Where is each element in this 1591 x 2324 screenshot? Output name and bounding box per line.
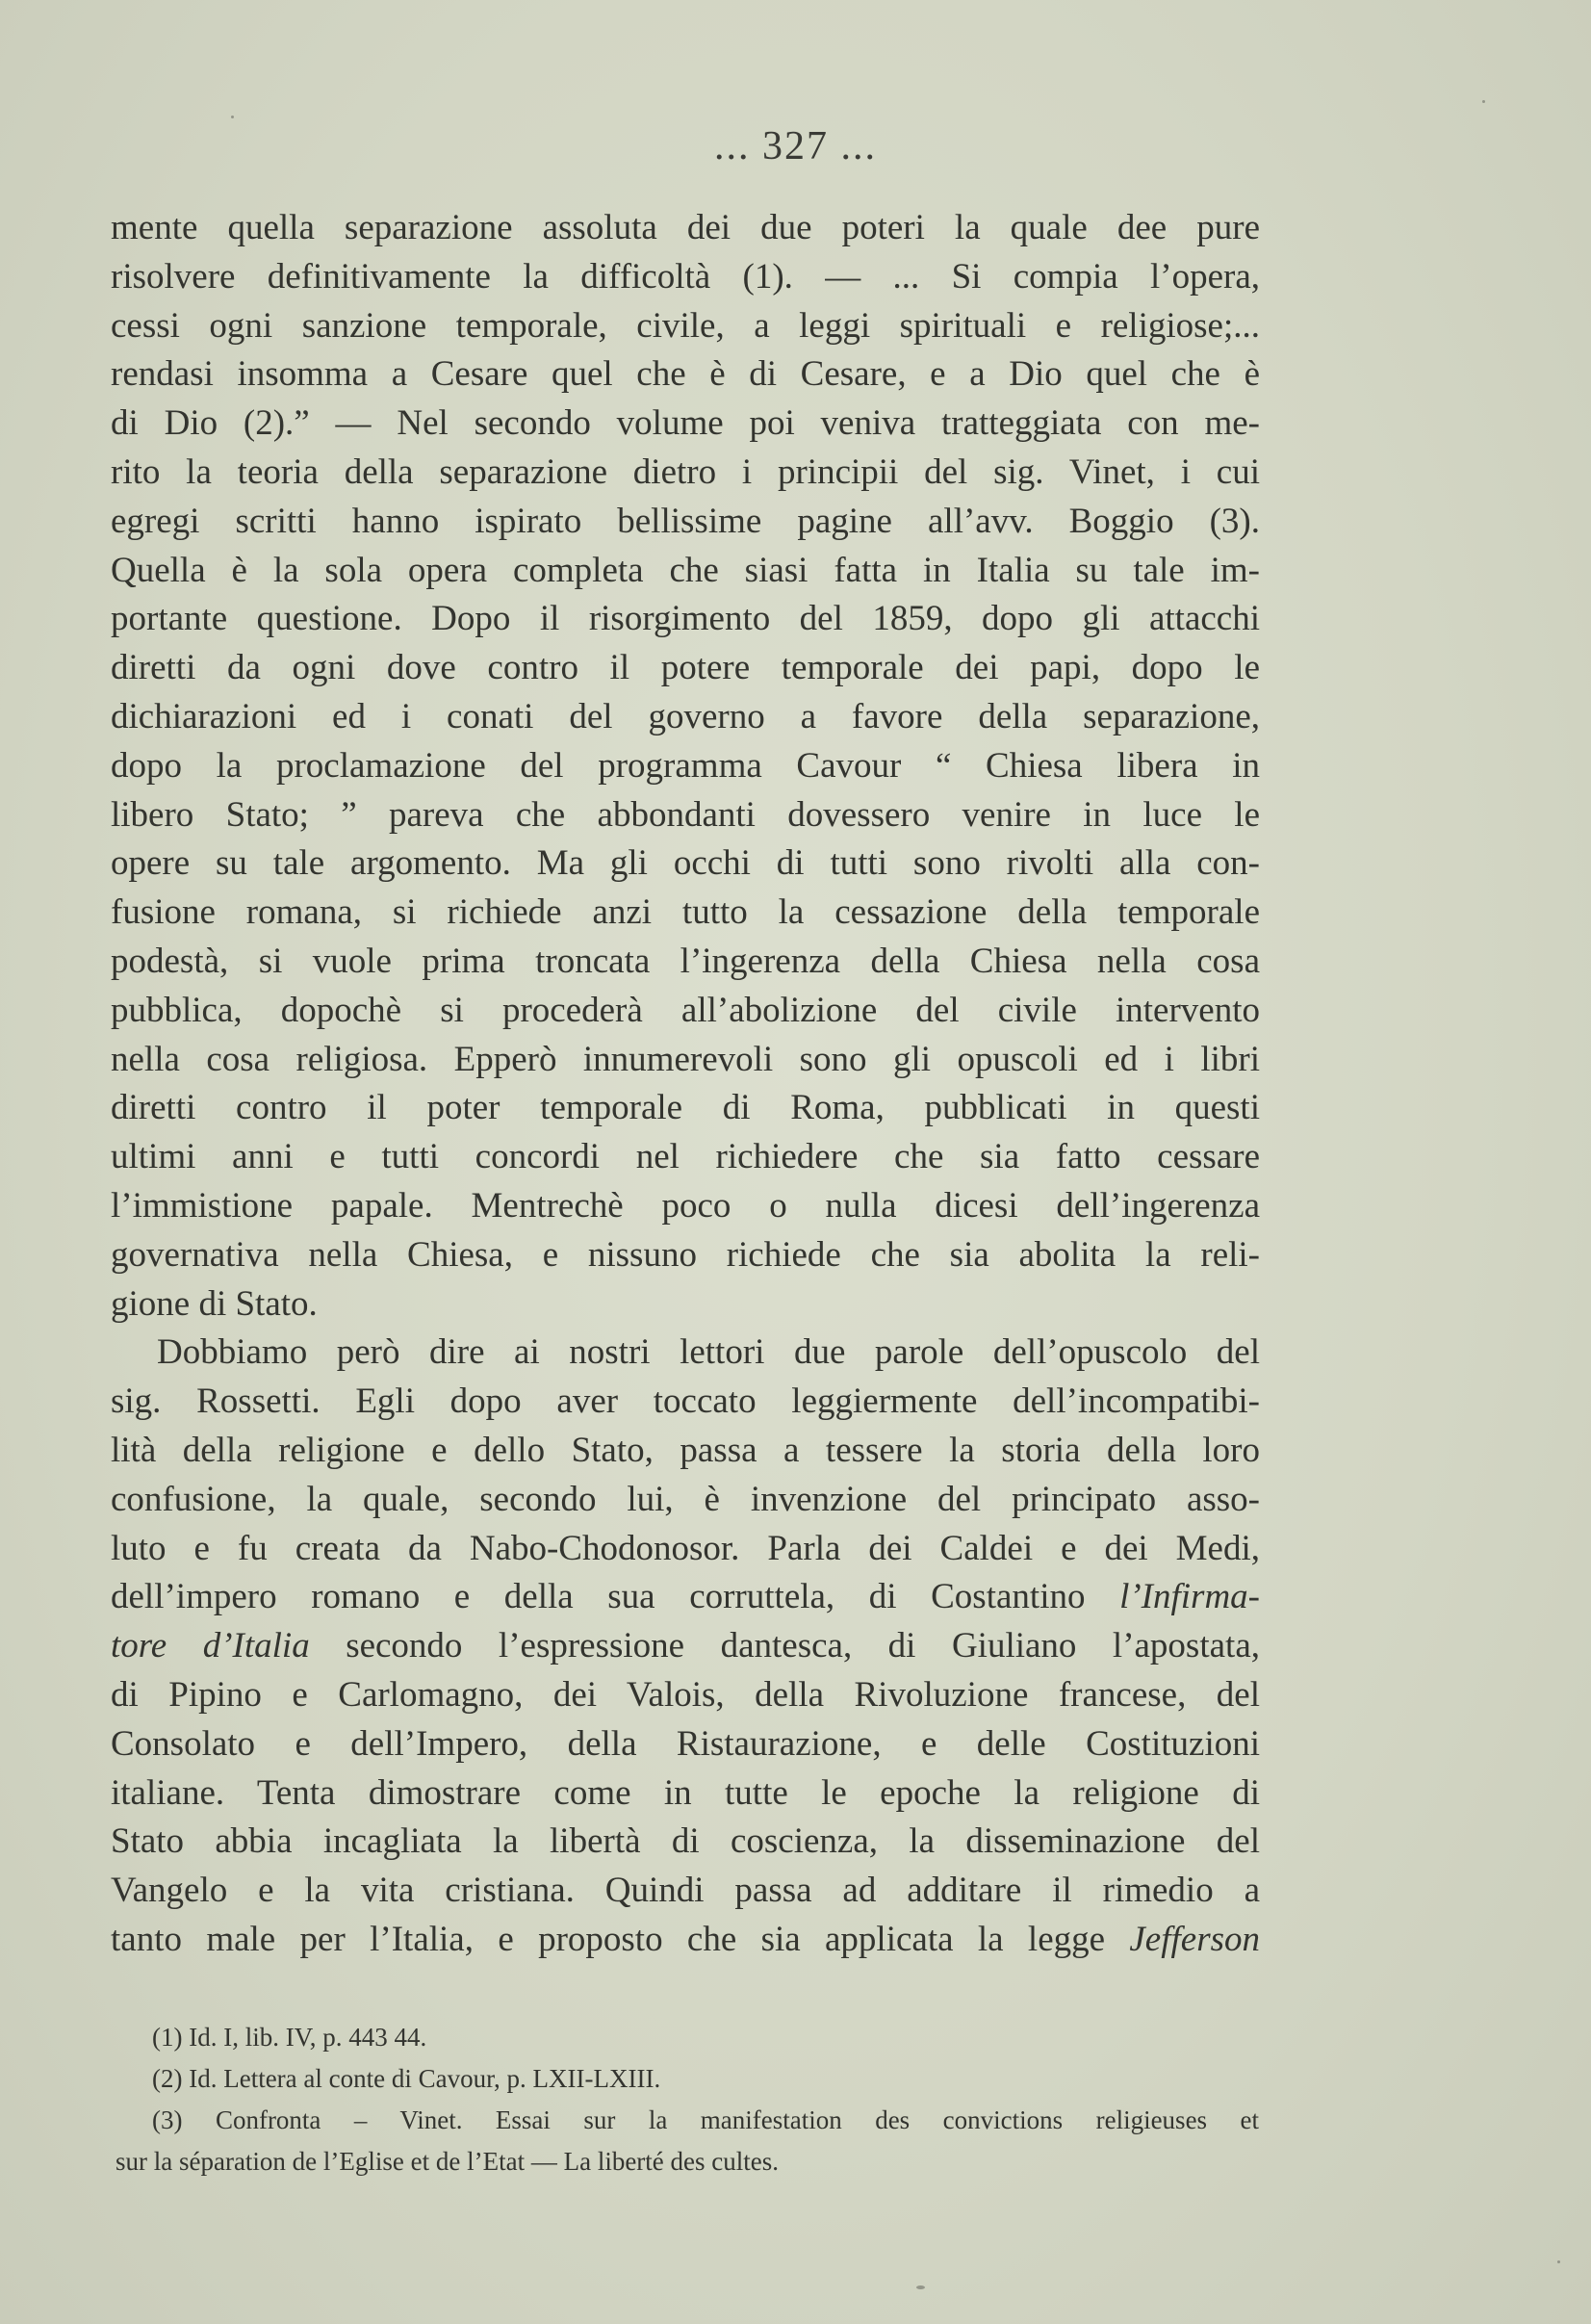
text-segment: secondo l’espressione dantesca, di Giuliano l’apostata, [309, 1626, 1260, 1666]
footnotes [115, 2017, 1259, 2182]
text-line: libero Stato; ” pareva che abbondanti dovessero venire in luce le [111, 794, 1260, 835]
paper-speck [1557, 2260, 1560, 2263]
text-line-with-italic [111, 1916, 1260, 1965]
page-number: ... 327 ... [714, 124, 877, 168]
text-line: sig. Rossetti. Egli dopo aver toccato leggiermente dell’incompatibi- [111, 1381, 1260, 1422]
italic-segment: l’Infirma- [1119, 1577, 1260, 1617]
text-line: lità della religione e dello Stato, passa a tessere la storia della loro [111, 1430, 1260, 1470]
text-line: cessi ogni sanzione temporale, civile, a leggi spirituali e religiose;... [111, 305, 1260, 346]
text-line: Consolato e dell’Impero, della Ristaurazione, e delle Costituzioni [111, 1723, 1260, 1764]
text-line: podestà, si vuole prima troncata l’ingerenza della Chiesa nella cosa [111, 941, 1260, 981]
text-line: Quella è la sola opera completa che siasi fatta in Italia su tale im- [111, 550, 1260, 590]
text-line: diretti da ogni dove contro il potere temporale dei papi, dopo le [111, 648, 1260, 688]
paragraph-last-line: gione di Stato. [111, 1283, 318, 1324]
text-line: Vangelo e la vita cristiana. Quindi passa ad additare il rimedio a [111, 1871, 1260, 1911]
italic-segment: tore d’Italia [111, 1626, 310, 1666]
footnote-1: (1) Id. I, lib. IV, p. 443 44. [152, 2023, 427, 2052]
italic-segment: Jefferson [1129, 1919, 1260, 1959]
text-line: egregi scritti hanno ispirato bellissime pagine all’avv. Boggio (3). [111, 501, 1260, 541]
text-line: luto e fu creata da Nabo-Chodonosor. Parla dei Caldei e dei Medi, [111, 1528, 1260, 1568]
text-line: italiane. Tenta dimostrare come in tutte le epoche la religione di [111, 1772, 1260, 1813]
text-line: dopo la proclamazione del programma Cavour “ Chiesa libera in [111, 745, 1260, 786]
text-line: pubblica, dopochè si procederà all’abolizione del civile intervento [111, 990, 1260, 1030]
text-line-with-italic [111, 1573, 1260, 1622]
text-line: ultimi anni e tutti concordi nel richiedere che sia fatto cessare [111, 1137, 1260, 1177]
text-line: mente quella separazione assoluta dei due poteri la quale dee pure [111, 208, 1260, 247]
text-segment: tanto male per l’Italia, e proposto che sia applicata la legge [111, 1919, 1130, 1959]
text-line: fusione romana, si richiede anzi tutto la cessazione della temporale [111, 892, 1260, 933]
text-line: rito la teoria della separazione dietro i principii del sig. Vinet, i cui [111, 452, 1260, 492]
text-line: di Dio (2).” — Nel secondo volume poi veniva tratteggiata con me- [111, 403, 1260, 444]
paragraph-first-line: Dobbiamo però dire ai nostri lettori due parole dell’opuscolo del [157, 1332, 1260, 1373]
text-line: l’immistione papale. Mentrechè poco o nulla dicesi dell’ingerenza [111, 1185, 1260, 1226]
paper-speck [916, 2285, 925, 2289]
text-segment: dell’impero romano e della sua corruttela, di Costantino [111, 1577, 1120, 1617]
text-line: opere su tale argomento. Ma gli occhi di tutti sono rivolti alla con- [111, 843, 1260, 884]
text-line: diretti contro il poter temporale di Roma, pubblicati in questi [111, 1088, 1260, 1128]
text-line: Stato abbia incagliata la libertà di coscienza, la disseminazione del [111, 1821, 1260, 1862]
text-line: risolvere definitivamente la difficoltà (1). — ... Si compia l’opera, [111, 256, 1260, 297]
paper-speck [231, 116, 234, 118]
footnote-3: (3) Confronta – Vinet. Essai sur la manifestation des convictions religieuses et [152, 2105, 1259, 2134]
text-line: confusione, la quale, secondo lui, è invenzione del principato asso- [111, 1479, 1260, 1519]
text-line: nella cosa religiosa. Epperò innumerevoli sono gli opuscoli ed i libri [111, 1039, 1260, 1079]
body-text [111, 204, 1260, 1965]
footnote-3-continuation: sur la séparation de l’Eglise et de l’Etat — La liberté des cultes. [115, 2147, 780, 2176]
text-line: rendasi insomma a Cesare quel che è di Cesare, e a Dio quel che è [111, 354, 1260, 395]
text-line-with-italic [111, 1622, 1260, 1671]
text-line: dichiarazioni ed i conati del governo a favore della separazione, [111, 696, 1260, 736]
text-line: governativa nella Chiesa, e nissuno richiede che sia abolita la reli- [111, 1234, 1260, 1275]
text-line: di Pipino e Carlomagno, dei Valois, della Rivoluzione francese, del [111, 1674, 1260, 1715]
footnote-2: (2) Id. Lettera al conte di Cavour, p. LXII-LXIII. [152, 2064, 661, 2093]
paper-speck [1482, 100, 1485, 103]
text-line: portante questione. Dopo il risorgimento del 1859, dopo gli attacchi [111, 599, 1260, 639]
